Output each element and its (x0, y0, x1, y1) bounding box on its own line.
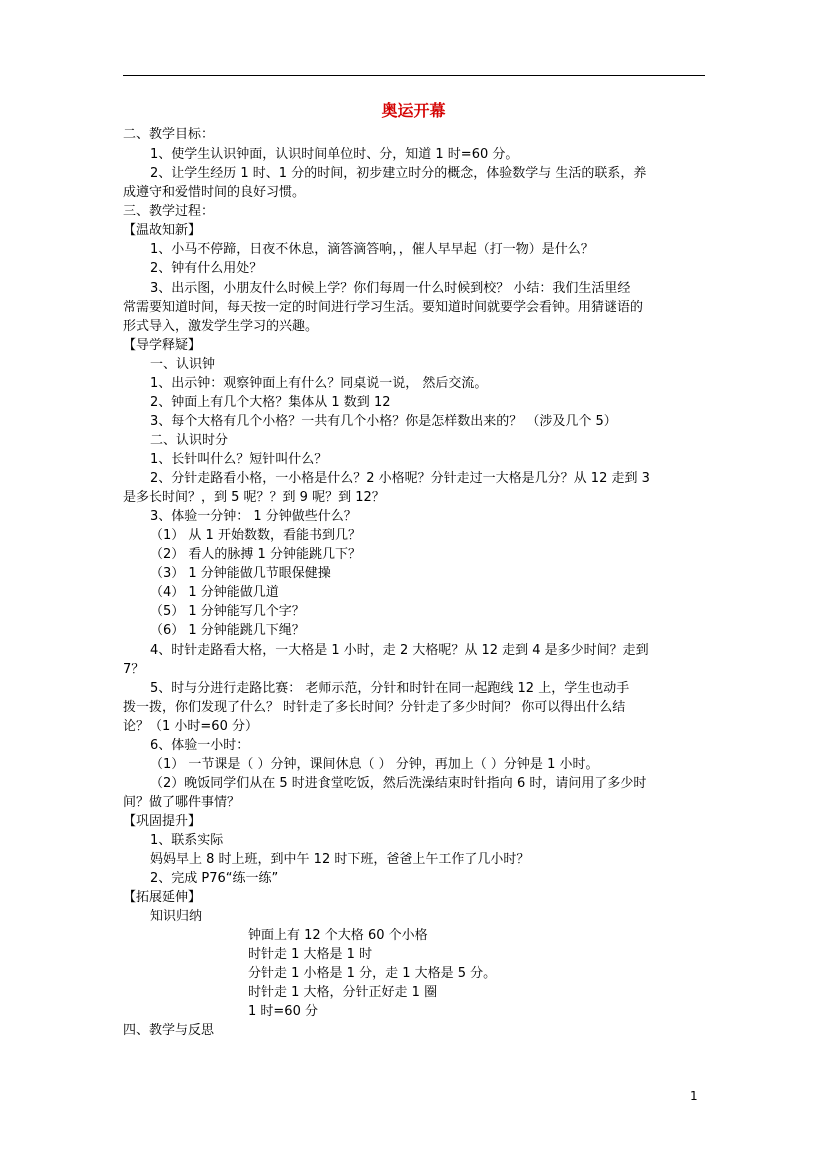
text-line: 间？做了哪件事情？ (123, 795, 241, 810)
text-line: 1、小马不停蹄，日夜不休息，滴答滴答响，，催人早早起（打一物）是什么？ (150, 242, 594, 257)
header-rule (123, 75, 705, 76)
text-line: （1） 一节课是（ ）分钟，课间休息（ ） 分钟，再加上（ ）分钟是 1 小时。 (150, 757, 599, 772)
text-line: 论？（1 小时=60 分） (123, 719, 258, 734)
text-line: 3、每个大格有几个小格？一共有几个小格？你是怎样数出来的？ （涉及几个 5） (150, 414, 617, 429)
text-line: 1、出示钟：观察钟面上有什么？同桌说一说， 然后交流。 (150, 376, 488, 391)
text-line: 拨一拨，你们发现了什么？ 时针走了多长时间？分针走了多少时间？ 你可以得出什么结 (123, 700, 626, 715)
text-line: 1、长针叫什么？短针叫什么？ (150, 452, 328, 467)
text-line: 2、完成 P76“练一练” (150, 871, 279, 886)
text-line: 6、体验一小时： (150, 738, 250, 753)
list-item: （6） 1 分钟能跳几下绳？ (150, 623, 305, 638)
text-line: （2）晚饭同学们从在 5 时进食堂吃饭，然后洗澡结束时针指向 6 时，请问用了多少时 (150, 776, 647, 791)
text-line: 四、教学与反思 (123, 1023, 215, 1038)
page-number: 1 (690, 1089, 698, 1103)
text-line: 妈妈早上 8 时上班，到中午 12 时下班，爸爸上午工作了几小时？ (150, 852, 530, 867)
text-line: 3、出示图，小朋友什么时候上学？你们每周一什么时候到校？ 小结：我们生活里经 (150, 281, 631, 296)
summary-line: 时针走 1 大格，分针正好走 1 圈 (248, 985, 438, 1000)
text-line: 形式导入，激发学生学习的兴趣。 (123, 319, 319, 334)
text-line: 知识归纳 (150, 909, 203, 924)
section-heading: 【温故知新】 (123, 223, 202, 238)
text-line: 一、认识钟 (150, 357, 216, 372)
section-heading: 【巩固提升】 (123, 814, 202, 829)
text-line: 1、联系实际 (150, 833, 224, 848)
summary-line: 时针走 1 大格是 1 时 (248, 947, 373, 962)
summary-line: 分针走 1 小格是 1 分，走 1 大格是 5 分。 (248, 966, 497, 981)
text-line: 2、钟有什么用处？ (150, 261, 263, 276)
list-item: （3） 1 分钟能做几节眼保健操 (150, 566, 331, 581)
list-item: （2） 看人的脉搏 1 分钟能跳几下？ (150, 547, 361, 562)
text-line: 二、教学目标： (123, 127, 215, 142)
text-line: 是多长时间？，到 5 呢？？到 9 呢？到 12？ (123, 490, 385, 505)
text-line: 常需要知道时间，每天按一定的时间进行学习生活。要知道时间就要学会看钟。用猜谜语的 (123, 300, 644, 315)
section-heading: 【拓展延伸】 (123, 890, 202, 905)
text-line: 5、时与分进行走路比赛： 老师示范，分针和时针在同一起跑线 12 上，学生也动手 (150, 681, 630, 696)
summary-line: 钟面上有 12 个大格 60 个小格 (248, 928, 428, 943)
text-line: 4、时针走路看大格，一大格是 1 小时，走 2 大格呢？从 12 走到 4 是多少时间？走到 (150, 643, 649, 658)
list-item: （4） 1 分钟能做几道 (150, 585, 279, 600)
document-title: 奥运开幕 (381, 101, 446, 120)
text-line: 成遵守和爱惜时间的良好习惯。 (123, 185, 306, 200)
text-line: 3、体验一分钟： 1 分钟做些什么？ (150, 509, 357, 524)
list-item: （5） 1 分钟能写几个字？ (150, 604, 305, 619)
text-line: 2、钟面上有几个大格？集体从 1 数到 12 (150, 395, 391, 410)
section-heading: 【导学释疑】 (123, 338, 202, 353)
text-line: 三、教学过程： (123, 204, 215, 219)
text-line: 1、使学生认识钟面，认识时间单位时、分，知道 1 时=60 分。 (150, 147, 519, 162)
text-line: 2、分针走路看小格，一小格是什么？2 小格呢？分针走过一大格是几分？从 12 走到 3 (150, 471, 650, 486)
text-line: 7？ (123, 662, 145, 677)
text-line: 2、让学生经历 1 时、1 分的时间，初步建立时分的概念，体验数学与 生活的联系，养 (150, 166, 647, 181)
list-item: （1） 从 1 开始数数，看能书到几？ (150, 528, 361, 543)
summary-line: 1 时=60 分 (248, 1004, 318, 1019)
text-line: 二、认识时分 (150, 433, 229, 448)
